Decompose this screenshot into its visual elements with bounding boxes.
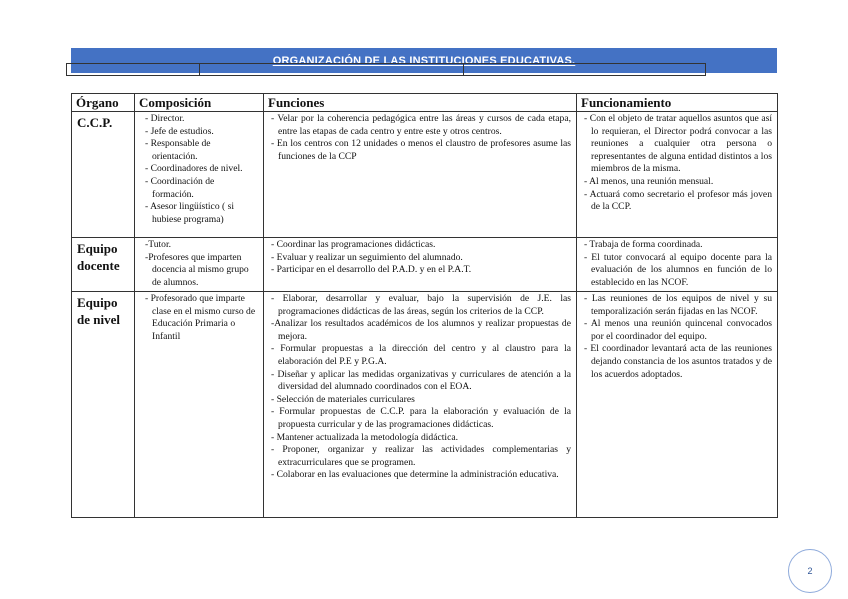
- composicion-cell: [135, 292, 264, 518]
- page-number: 2: [788, 549, 832, 593]
- list-item: - Trabaja de forma coordinada.: [584, 239, 703, 250]
- list-item: - Coordinar las programaciones didácticas.: [271, 239, 436, 250]
- table-row: [72, 112, 778, 238]
- list-item: - Formular propuestas a la dirección del centro y al claustro para la elaboración del P.E y P.G.A.: [271, 343, 571, 367]
- list-item: -Tutor.: [145, 239, 172, 250]
- list-item: - Al menos, una reunión mensual.: [584, 175, 714, 187]
- funcionamiento-cell: [577, 292, 778, 518]
- composicion-cell: [135, 238, 264, 292]
- funcionamiento-list: [582, 239, 772, 289]
- list-item: - Las reuniones de los equipos de nivel y su temporalización serán fijadas en las NCOF.: [584, 293, 772, 317]
- list-item: - Elaborar, desarrollar y evaluar, bajo la supervisión de J.E. las programaciones didácticas de las áreas, según los criterios de la CCP.: [271, 293, 571, 317]
- list-item: - Formular propuestas de C.C.P. para la elaboración y evaluación de la propuesta curricular y de las programaciones didácticas.: [271, 406, 571, 430]
- list-item: - Mantener actualizada la metodología didáctica.: [271, 431, 458, 443]
- composicion-list: [140, 113, 258, 226]
- list-item: - Evaluar y realizar un seguimiento del alumnado.: [271, 251, 463, 263]
- composicion-list: [140, 239, 258, 289]
- list-item: - El tutor convocará al equipo docente para la evaluación de los alumnos en función de lo establecido en las NCOF.: [584, 251, 772, 288]
- composicion-cell: [135, 112, 264, 238]
- list-item: - Responsable de orientación.: [145, 138, 211, 162]
- table-row: [72, 238, 778, 292]
- list-item: - Con el objeto de tratar aquellos asuntos que así lo requieran, el Director podrá convocar a las reuniones a cualquier otra persona o representantes de alguna entidad distintos a los miembros de la misma.: [584, 113, 772, 175]
- funcionamiento-cell: [577, 112, 778, 238]
- list-item: -Analizar los resultados académicos de los alumnos y realizar propuestas de mejora.: [271, 318, 571, 342]
- funciones-cell: [264, 112, 577, 238]
- organo-cell: C.C.P.: [72, 112, 135, 238]
- list-item: - Participar en el desarrollo del P.A.D. y en el P.A.T.: [271, 264, 472, 276]
- header-funciones: Funciones: [264, 94, 577, 112]
- funciones-list: [269, 113, 571, 163]
- list-item: - Actuará como secretario el profesor más joven de la CCP.: [584, 188, 772, 213]
- organization-table: [71, 93, 778, 518]
- funcionamiento-list: [582, 113, 772, 214]
- document-title: ORGANIZACIÓN DE LAS INSTITUCIONES EDUCATIVAS.: [272, 55, 576, 67]
- table-row: [72, 292, 778, 518]
- funcionamiento-cell: [577, 238, 778, 292]
- table-header-row: [72, 94, 778, 112]
- list-item: - Velar por la coherencia pedagógica entre las áreas y cursos de cada etapa, entre las etapas de cada centro y entre este y otros centros.: [271, 113, 571, 137]
- organo-cell: Equipo de nivel: [72, 292, 135, 518]
- header-composicion: Composición: [135, 94, 264, 112]
- header-strip: [66, 63, 706, 76]
- list-item: - Coordinadores de nivel.: [145, 163, 243, 175]
- funciones-cell: [264, 238, 577, 292]
- funciones-list: [269, 293, 571, 482]
- header-organo: Órgano: [72, 94, 135, 112]
- list-item: - En los centros con 12 unidades o menos el claustro de profesores asume las funciones de la CCP: [271, 138, 571, 162]
- list-item: - Al menos una reunión quincenal convocados por el coordinador del equipo.: [584, 318, 772, 342]
- list-item: - Proponer, organizar y realizar las actividades complementarias y extracurriculares que se programen.: [271, 444, 571, 468]
- list-item: - Jefe de estudios.: [145, 125, 214, 137]
- funcionamiento-list: [582, 293, 772, 381]
- funciones-list: [269, 239, 571, 277]
- list-item: -Profesores que imparten docencia al mismo grupo de alumnos.: [145, 251, 249, 288]
- list-item: - El coordinador levantará acta de las reuniones dejando constancia de los asuntos tratados y de los acuerdos adoptados.: [584, 343, 772, 380]
- strip-divider: [199, 64, 200, 75]
- list-item: - Selección de materiales curriculares: [271, 393, 415, 405]
- composicion-list: [140, 293, 258, 343]
- list-item: - Director.: [145, 113, 185, 124]
- list-item: - Diseñar y aplicar las medidas organizativas y curriculares de atención a la diversidad del alumnado coordinados con el EOA.: [271, 368, 571, 393]
- list-item: - Asesor lingüístico ( si hubiese programa): [145, 201, 235, 225]
- strip-divider: [463, 64, 464, 75]
- list-item: - Colaborar en las evaluaciones que determine la administración educativa.: [271, 469, 559, 481]
- funciones-cell: [264, 292, 577, 518]
- header-funcionamiento: Funcionamiento: [577, 94, 778, 112]
- list-item: - Profesorado que imparte clase en el mismo curso de Educación Primaria o Infantil: [145, 293, 256, 342]
- list-item: - Coordinación de formación.: [145, 175, 215, 200]
- organo-cell: Equipo docente: [72, 238, 135, 292]
